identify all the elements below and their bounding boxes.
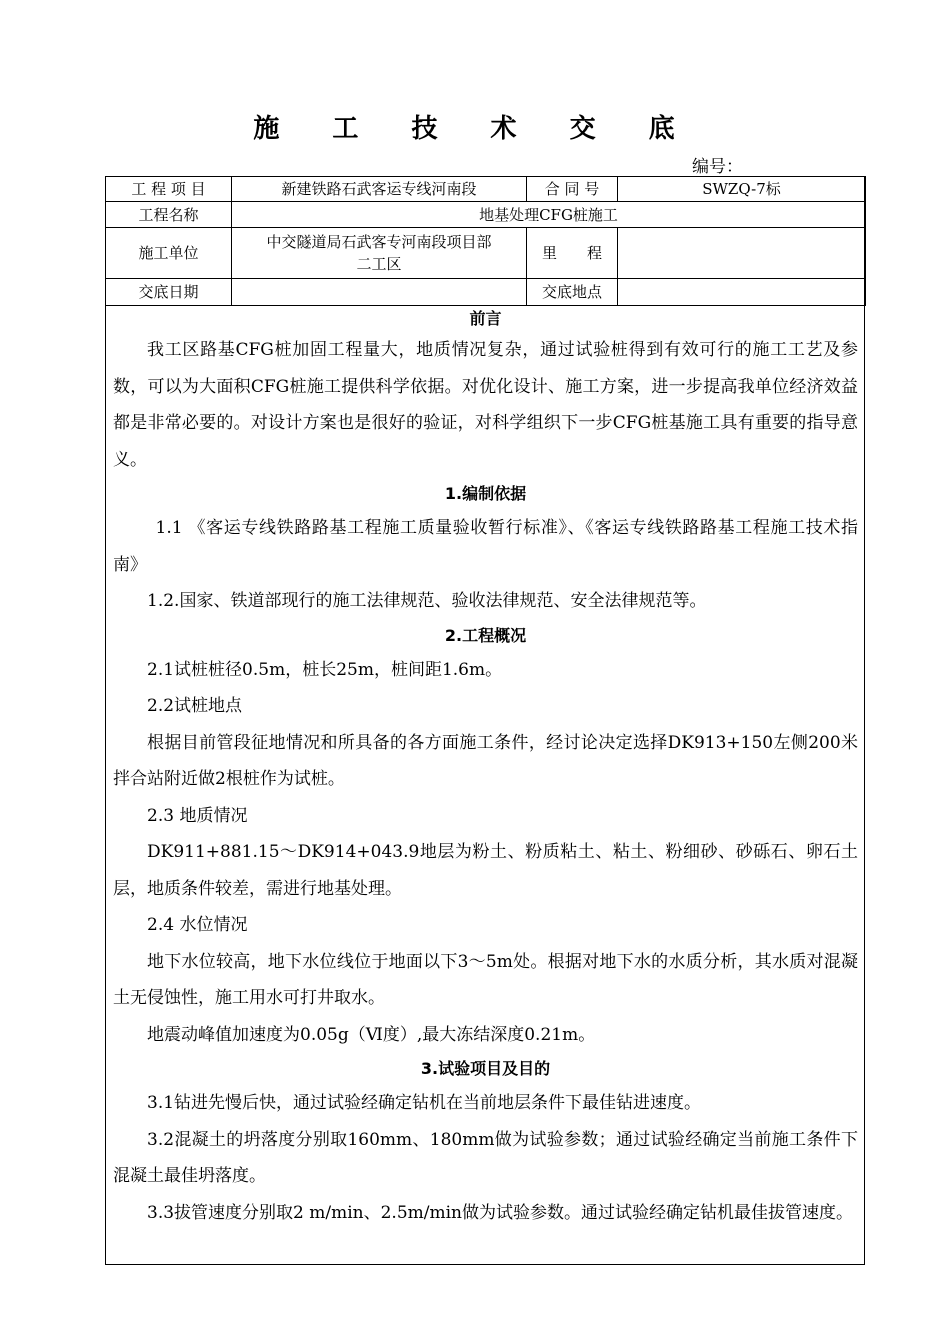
table-row	[106, 228, 866, 279]
name-value: 地基处理CFG桩施工	[232, 202, 866, 228]
section-1-heading: 1.编制依据	[444, 484, 527, 503]
section-2-1: 2.1试桩桩径0.5m，桩长25m，桩间距1.6m。	[147, 659, 503, 680]
name-label: 工程名称	[106, 202, 232, 228]
mileage-label: 里 程	[527, 228, 618, 279]
section-2-heading: 2.工程概况	[444, 625, 527, 645]
date-label: 交底日期	[106, 279, 232, 306]
unit-value-line1: 中交隧道局石武客专河南段项目部	[266, 233, 492, 251]
place-value	[618, 279, 866, 306]
preface-heading: 前言	[469, 309, 502, 328]
mileage-value	[618, 228, 866, 279]
section-2-4-text: 地下水位较高，地下水位线位于地面以下3～5m处。根据对地下水的水质分析，其水质对混凝土无侵蚀性，施工用水可打井取水。	[113, 951, 858, 1008]
content-body	[113, 306, 858, 1231]
page-title: 施 工 技 术 交 底	[253, 114, 697, 144]
contract-label: 合 同 号	[527, 177, 618, 202]
section-3-heading: 3.试验项目及目的	[420, 1059, 551, 1078]
section-2-3-text: DK911+881.15～DK914+043.9地层为粉土、粉质粘土、粘土、粉细砂、砂砾石、卵石土层，地质条件较差，需进行地基处理。	[113, 842, 858, 899]
section-2-4: 2.4 水位情况	[147, 915, 248, 935]
unit-value	[232, 228, 527, 279]
section-2-3: 2.3 地质情况	[147, 805, 248, 826]
unit-label: 施工单位	[106, 228, 232, 279]
info-table	[105, 176, 866, 306]
section-3-2: 3.2混凝土的坍落度分别取160mm、180mm做为试验参数；通过试验经确定当前施工条件下混凝土最佳坍落度。	[113, 1129, 858, 1186]
section-3-1: 3.1钻进先慢后快，通过试验经确定钻机在当前地层条件下最佳钻进速度。	[147, 1093, 702, 1113]
table-row	[106, 279, 866, 306]
place-label: 交底地点	[527, 279, 618, 306]
table-row	[106, 202, 866, 228]
date-value	[232, 279, 527, 306]
section-1-1: 1.1 《客运专线铁路路基工程施工质量验收暂行标准》、《客运专线铁路路基工程施工技术指南》	[113, 518, 858, 575]
table-row	[106, 177, 866, 202]
section-1-2: 1.2.国家、铁道部现行的施工法律规范、验收法律规范、安全法律规范等。	[147, 591, 707, 611]
section-2-2: 2.2试桩地点	[147, 696, 243, 716]
unit-value-line2: 二工区	[356, 255, 402, 273]
project-value: 新建铁路石武客运专线河南段	[232, 177, 527, 202]
doc-number-label: 编号：	[692, 157, 743, 177]
section-3-3: 3.3拔管速度分别取2 m/min、2.5m/min做为试验参数。通过试验经确定钻机最佳拔管速度。	[147, 1202, 853, 1223]
contract-value: SWZQ-7标	[618, 177, 866, 202]
preface-text: 我工区路基CFG桩加固工程量大，地质情况复杂，通过试验桩得到有效可行的施工工艺及参数，可以为大面积CFG桩施工提供科学依据。对优化设计、施工方案，进一步提高我单位经济效益都是非常必要的。对设计方案也是很好的验证，对科学组织下一步CFG桩基施工具有重要的指导意义。	[113, 340, 858, 470]
section-2-2-text: 根据目前管段征地情况和所具备的各方面施工条件，经讨论决定选择DK913+150左侧200米拌合站附近做2根桩作为试桩。	[113, 732, 858, 789]
section-2-4-text2: 地震动峰值加速度为0.05g（Ⅵ度）,最大冻结深度0.21m。	[147, 1024, 596, 1045]
project-label: 工 程 项 目	[106, 177, 232, 202]
